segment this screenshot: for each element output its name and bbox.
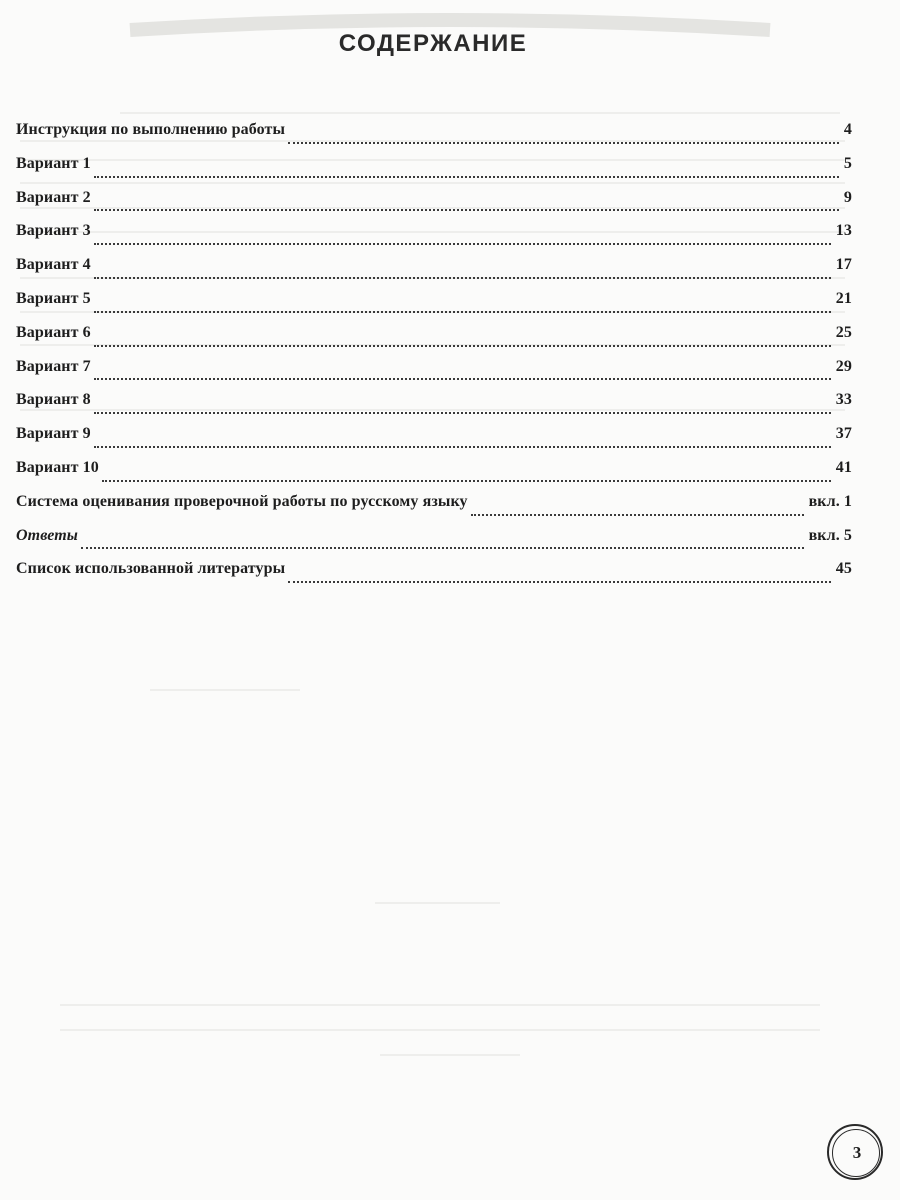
toc-entry xyxy=(16,493,852,527)
page-number: 3 xyxy=(852,1143,862,1162)
dot-leader xyxy=(94,411,831,414)
dot-leader xyxy=(94,344,831,347)
toc-entry xyxy=(16,222,852,256)
toc-entry-page: 25 xyxy=(835,323,852,341)
dot-leader xyxy=(288,141,839,144)
toc-entry-label: Вариант 9 xyxy=(16,425,91,443)
dot-leader xyxy=(94,377,831,380)
dot-leader xyxy=(94,208,839,211)
dot-leader xyxy=(288,580,831,583)
page-title: СОДЕРЖАНИЕ xyxy=(338,30,528,58)
dot-leader xyxy=(94,310,831,313)
toc-entry xyxy=(16,459,852,493)
toc-entry-label: Вариант 5 xyxy=(16,289,91,307)
toc-entry xyxy=(16,391,852,425)
toc-entry-label: Инструкция по выполнению работы xyxy=(16,121,286,138)
toc-entry xyxy=(16,290,852,324)
toc-entry xyxy=(16,527,852,561)
toc-entry-label: Вариант 3 xyxy=(16,222,91,240)
toc-entry-label: Список использованной литературы xyxy=(16,560,286,578)
toc-entry xyxy=(16,256,852,290)
dot-leader xyxy=(94,445,831,448)
toc-entry xyxy=(16,324,852,358)
dot-leader xyxy=(94,242,831,245)
toc-entry xyxy=(16,425,852,459)
toc-entry-page: 37 xyxy=(835,425,852,443)
toc-entry-page: 33 xyxy=(835,391,852,409)
toc-entry-page: вкл. 1 xyxy=(808,492,852,510)
toc-entry-page: 41 xyxy=(835,458,852,476)
dot-leader xyxy=(81,546,804,549)
toc-entry xyxy=(16,560,852,594)
toc-entry-label: Вариант 8 xyxy=(16,391,91,409)
toc-entry-label: Вариант 1 xyxy=(16,154,91,172)
dot-leader xyxy=(94,175,839,178)
toc-entry-page: 17 xyxy=(835,256,852,274)
dot-leader xyxy=(94,276,831,279)
dot-leader xyxy=(471,513,804,516)
toc-entry xyxy=(16,121,852,155)
toc-entry-page: 45 xyxy=(835,560,852,578)
toc-entry-label: Вариант 10 xyxy=(16,458,99,476)
toc-entry-page: 9 xyxy=(843,188,852,206)
toc-entry xyxy=(16,189,852,223)
toc-entry-page: 21 xyxy=(835,289,852,307)
toc-entry xyxy=(16,358,852,392)
toc-entry-page: 5 xyxy=(843,154,852,172)
toc-entry-label: Вариант 4 xyxy=(16,256,91,274)
dot-leader xyxy=(102,479,831,482)
toc-entry-label: Вариант 7 xyxy=(16,357,91,375)
toc-entry-label: Вариант 2 xyxy=(16,188,91,206)
page-number-badge xyxy=(827,1124,883,1180)
toc-entry-page: 4 xyxy=(843,121,852,138)
toc-entry-page: вкл. 5 xyxy=(808,526,852,544)
toc-entry-page: 13 xyxy=(835,222,852,240)
toc-entry xyxy=(16,155,852,189)
toc-entry-label: Ответы xyxy=(16,526,78,544)
table-of-contents xyxy=(16,121,852,594)
toc-entry-label: Система оценивания проверочной работы по русскому языку xyxy=(16,492,468,510)
toc-entry-page: 29 xyxy=(835,357,852,375)
toc-entry-label: Вариант 6 xyxy=(16,323,91,341)
